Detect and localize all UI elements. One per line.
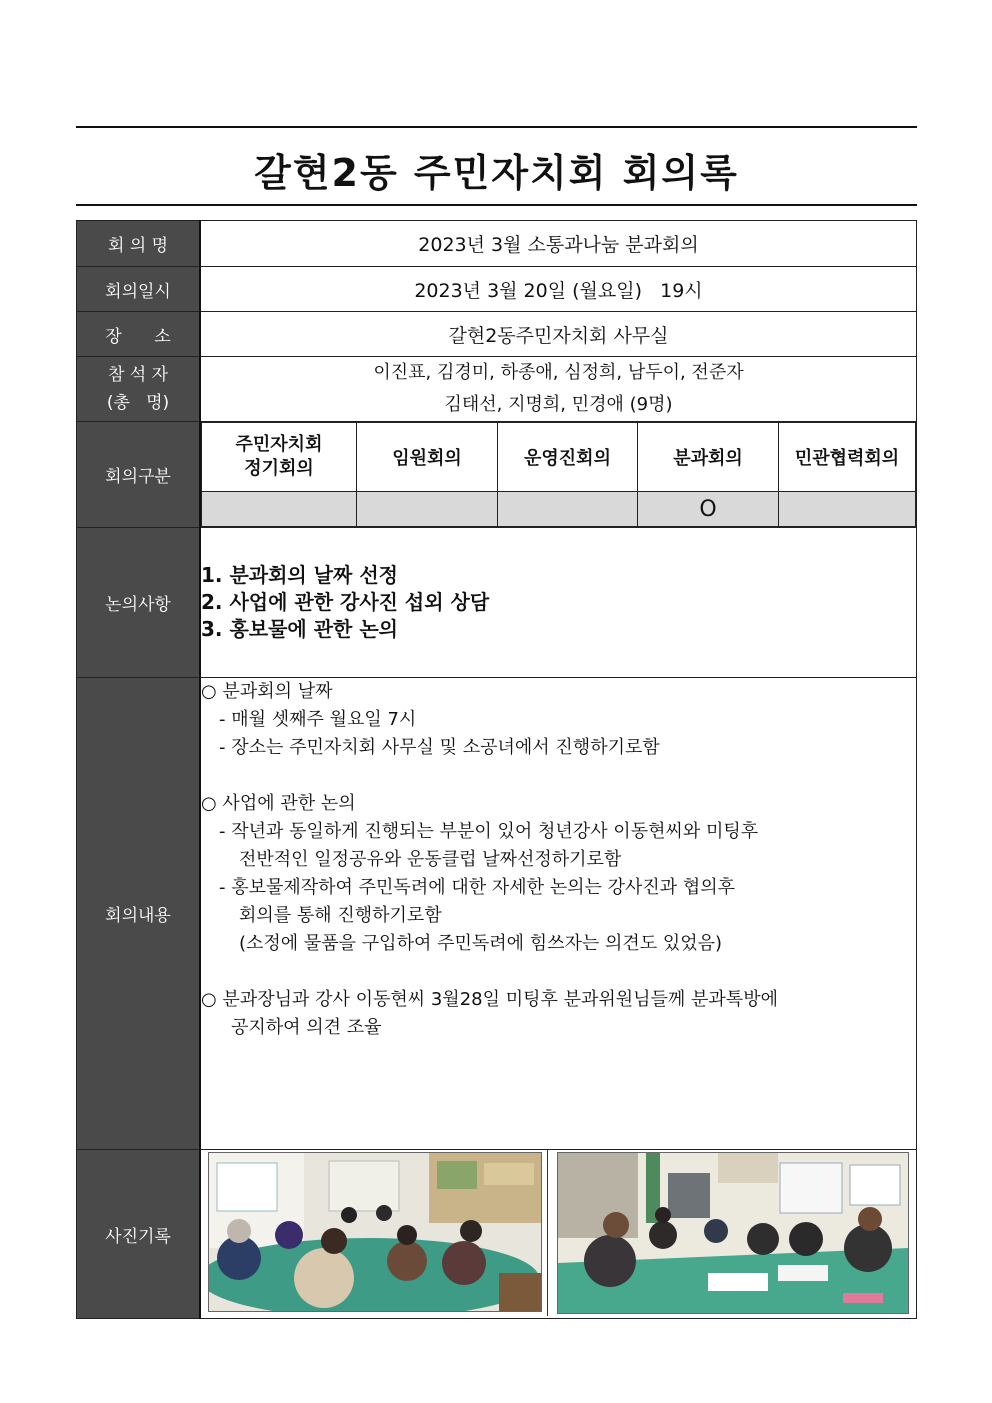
- section2-title: ○ 사업에 관한 논의: [201, 793, 356, 814]
- photo-divider: [547, 1149, 548, 1316]
- attendees-label-line1: 참 석 자: [107, 365, 169, 385]
- agenda-item: 3. 홍보물에 관한 논의: [201, 617, 398, 641]
- type-mark-executive: [357, 492, 498, 527]
- type-col-regular: 주민자치회 정기회의: [202, 423, 357, 492]
- content-label: 회의내용: [77, 678, 201, 1150]
- meeting-name-value: 2023년 3월 소통과나눔 분과회의: [200, 221, 917, 267]
- section1-line: - 매월 셋째주 월요일 7시: [219, 709, 417, 730]
- type-label: 회의구분: [77, 422, 201, 528]
- attendees-label-line2: (총 명): [106, 393, 170, 413]
- attendees-value: [200, 357, 917, 422]
- agenda-list: [200, 528, 917, 678]
- photos-label: 사진기록: [77, 1150, 201, 1319]
- type-col-publicprivate: 민관협력회의: [779, 423, 916, 492]
- type-mark-publicprivate: [779, 492, 916, 527]
- type-cell: [200, 422, 917, 528]
- section3-line: 공지하여 의견 조율: [231, 1017, 382, 1038]
- meeting-type-grid: [201, 422, 916, 527]
- meeting-photo-2: [557, 1152, 909, 1314]
- section3-title: ○ 분과장님과 강사 이동현씨 3월28일 미팅후 분과위원님들께 분과톡방에: [201, 989, 778, 1010]
- type-col-executive: 임원회의: [357, 423, 498, 492]
- meeting-name-label: 회 의 명: [77, 221, 201, 267]
- section2-line: 회의를 통해 진행하기로함: [239, 905, 442, 926]
- content-body: [200, 678, 917, 1150]
- title-rule: [76, 204, 917, 206]
- section1-title: ○ 분과회의 날짜: [201, 681, 333, 702]
- section2-line: 전반적인 일정공유와 운동클럽 날짜선정하기로함: [239, 849, 622, 870]
- datetime-label: 회의일시: [77, 267, 201, 312]
- section2-line: - 작년과 동일하게 진행되는 부분이 있어 청년강사 이동현씨와 미팅후: [219, 821, 759, 842]
- agenda-label: 논의사항: [77, 528, 201, 678]
- attendees-line1: 이진표, 김경미, 하종애, 심정희, 남두이, 전준자: [373, 362, 744, 383]
- meeting-photo-1: [208, 1152, 542, 1312]
- type-col-operating: 운영진회의: [498, 423, 638, 492]
- attendees-label: [77, 357, 201, 422]
- datetime-value: 2023년 3월 20일 (월요일) 19시: [200, 267, 917, 312]
- agenda-item: 2. 사업에 관한 강사진 섭외 상담: [201, 590, 490, 614]
- type-mark-subcommittee: O: [638, 492, 779, 527]
- page-title: 갈현2동 주민자치회 회의록: [254, 151, 739, 195]
- section1-line: - 장소는 주민자치회 사무실 및 소공녀에서 진행하기로함: [219, 737, 660, 758]
- attendees-line2: 김태선, 지명희, 민경애 (9명): [444, 394, 673, 415]
- section2-line: - 홍보물제작하여 주민독려에 대한 자세한 논의는 강사진과 협의후: [219, 877, 736, 898]
- type-col-subcommittee: 분과회의: [638, 423, 779, 492]
- type-mark-regular: [202, 492, 357, 527]
- type-mark-operating: [498, 492, 638, 527]
- place-label: 장 소: [77, 312, 201, 357]
- top-rule: [76, 126, 917, 128]
- section2-line: (소정에 물품을 구입하여 주민독려에 힘쓰자는 의견도 있었음): [239, 933, 723, 954]
- place-value: 갈현2동주민자치회 사무실: [200, 312, 917, 357]
- agenda-item: 1. 분과회의 날짜 선정: [201, 563, 398, 587]
